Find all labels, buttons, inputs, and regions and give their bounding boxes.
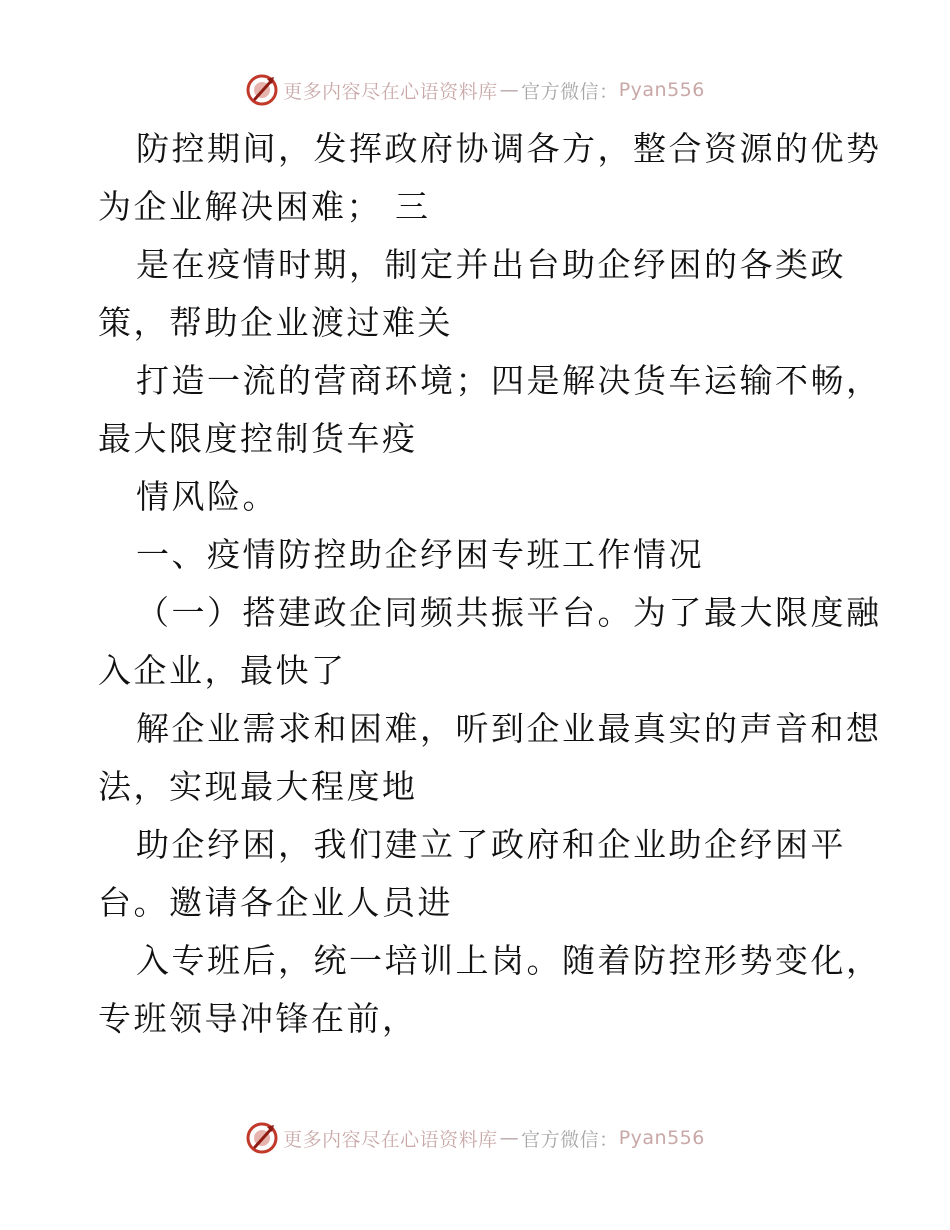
text-line: 法，实现最大程度地 <box>98 767 418 806</box>
text-line: 专班领导冲锋在前， <box>98 999 418 1038</box>
text-line: 台。邀请各企业人员进 <box>98 883 453 922</box>
brand-logo-icon <box>245 73 279 107</box>
text-line: 情风险。 <box>136 477 278 516</box>
text-line: 策，帮助企业渡过难关 <box>98 303 453 342</box>
text-line: 解企业需求和困难，听到企业最真实的声音和想 <box>136 709 882 748</box>
text-line: 最大限度控制货车疫 <box>98 419 418 458</box>
banner-official-label: 官方微信： <box>521 80 619 103</box>
document-body <box>98 120 882 1048</box>
text-line: 为企业解决困难； 三 <box>98 187 431 226</box>
banner-main-text: 更多内容尽在心语资料库 <box>283 1128 498 1151</box>
banner-wechat-id: Pyan556 <box>618 1127 705 1149</box>
text-line: 是在疫情时期，制定并出台助企纾困的各类政 <box>136 245 846 284</box>
header-watermark-banner <box>0 70 950 110</box>
banner-wechat-id: Pyan556 <box>618 79 705 101</box>
text-line: 助企纾困，我们建立了政府和企业助企纾困平 <box>136 825 846 864</box>
banner-dash: — <box>499 1127 520 1149</box>
banner-main-text: 更多内容尽在心语资料库 <box>283 80 498 103</box>
brand-logo-icon <box>245 1121 279 1155</box>
section-heading: 一、疫情防控助企纾困专班工作情况 <box>136 535 704 574</box>
text-line: （一）搭建政企同频共振平台。为了最大限度融 <box>136 593 882 632</box>
footer-watermark-banner <box>0 1118 950 1158</box>
banner-dash: — <box>499 79 520 101</box>
banner-official-label: 官方微信： <box>521 1128 619 1151</box>
text-line: 入专班后，统一培训上岗。随着防控形势变化， <box>136 941 882 980</box>
text-line: 打造一流的营商环境；四是解决货车运输不畅， <box>136 361 882 400</box>
text-line: 入企业，最快了 <box>98 651 347 690</box>
text-line: 防控期间，发挥政府协调各方，整合资源的优势 <box>136 129 882 168</box>
